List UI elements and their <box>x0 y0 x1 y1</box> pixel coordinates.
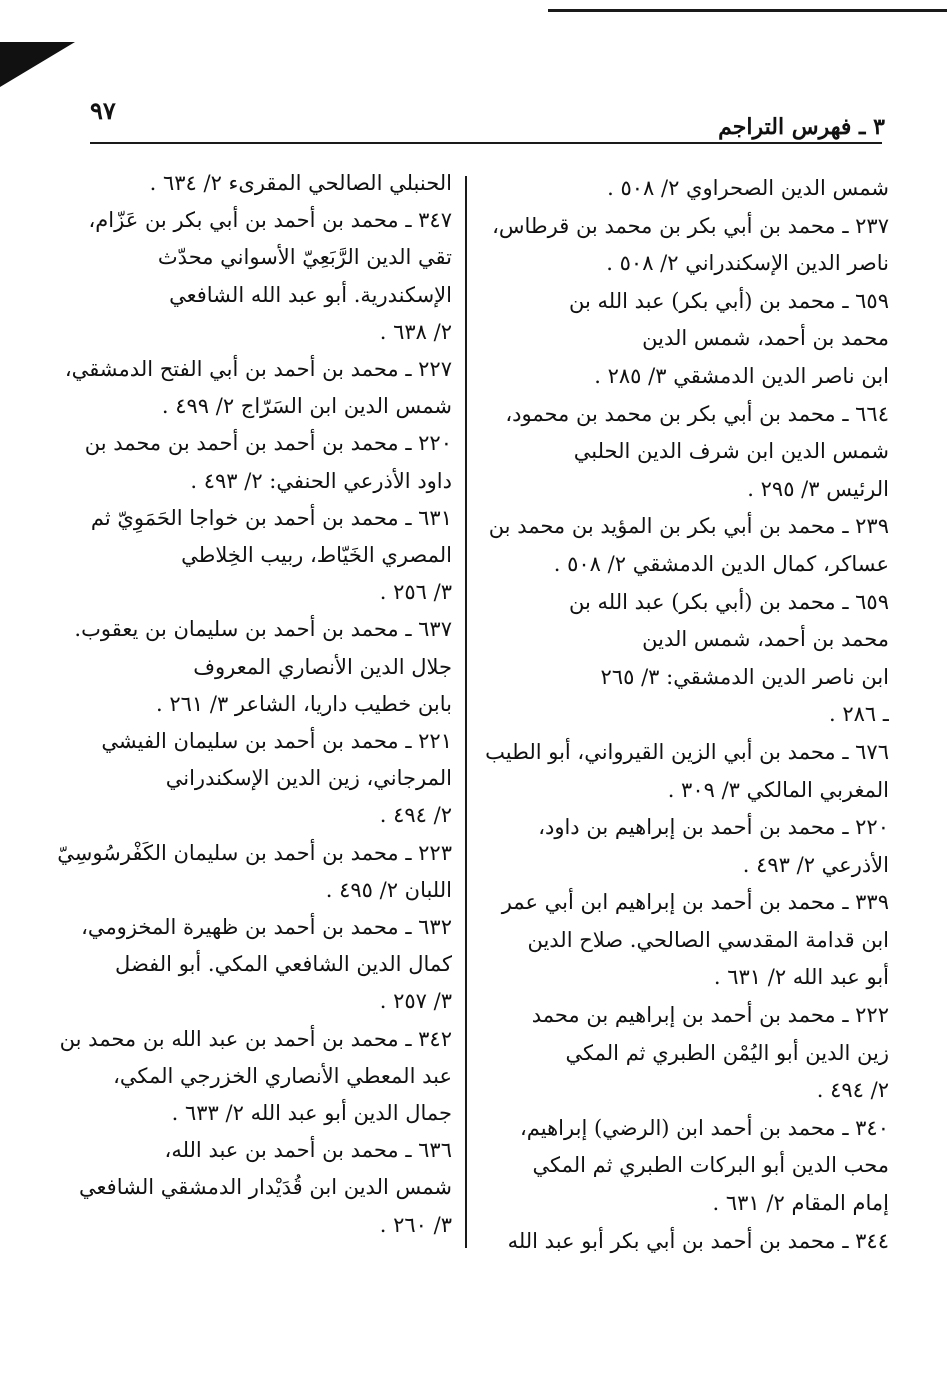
index-line: أبو عبد الله ٢/ ٦٣١ . <box>713 965 889 990</box>
index-line: ٦٣٢ ـ محمد بن أحمد بن ظهيرة المخزومي، <box>81 915 452 940</box>
index-line: داود الأذرعي الحنفي: ٢/ ٤٩٣ . <box>190 468 452 493</box>
index-line: ٦٣٧ ـ محمد بن أحمد بن سليمان بن يعقوب. <box>74 617 452 642</box>
index-line: ٢٣٧ ـ محمد بن أبي بكر بن محمد بن قرطاس، <box>492 213 889 238</box>
index-line: ٢/ ٤٩٤ . <box>379 803 452 828</box>
index-line: محمد بن أحمد، شمس الدين <box>642 627 889 652</box>
left-column <box>57 165 452 1244</box>
index-line: زين الدين أبو اليُمْن الطبري ثم المكي <box>565 1040 889 1065</box>
index-line: ٣/ ٢٦٠ . <box>379 1212 452 1237</box>
index-line: ٣٤٧ ـ محمد بن أحمد بن أبي بكر بن عَزّام، <box>88 208 452 233</box>
index-line: شمس الدين الصحراوي ٢/ ٥٠٨ . <box>607 176 889 200</box>
index-line: ٦٣٦ ـ محمد بن أحمد بن عبد الله، <box>164 1138 452 1163</box>
index-line: شمس الدين ابن قُدَيْدار الدمشقي الشافعي <box>79 1175 452 1200</box>
index-line: ٢٢١ ـ محمد بن أحمد بن سليمان الفيشي <box>101 729 452 754</box>
index-line: جلال الدين الأنصاري المعروف <box>193 654 452 679</box>
index-line: ٦٥٩ ـ محمد بن (أبي بكر) عبد الله بن <box>569 589 889 614</box>
index-line: ٦٥٩ ـ محمد بن (أبي بكر) عبد الله بن <box>569 288 889 313</box>
index-line: المغربي المالكي ٣/ ٣٠٩ . <box>667 777 889 802</box>
index-line: كمال الدين الشافعي المكي. أبو الفضل <box>115 952 452 977</box>
index-line: محمد بن أحمد، شمس الدين <box>642 326 889 351</box>
index-line: الأذرعي ٢/ ٤٩٣ . <box>742 852 889 877</box>
right-column <box>474 170 889 1260</box>
index-line: إمام المقام ٢/ ٦٣١ . <box>712 1191 889 1216</box>
index-line: ٦٣١ ـ محمد بن أحمد بن خواجا الحَمَوِيّ ثم <box>90 505 452 530</box>
index-line: ٣/ ٢٥٦ . <box>379 580 452 605</box>
index-line: شمس الدين ابن شرف الدين الحلبي <box>573 439 889 464</box>
index-line: ٦٧٦ ـ محمد بن أبي الزين القيرواني، أبو الطيب <box>485 739 889 764</box>
index-line: ابن ناصر الدين الدمشقي: ٣/ ٢٦٥ <box>600 664 889 689</box>
index-line: جمال الدين أبو عبد الله ٢/ ٦٣٣ . <box>171 1101 452 1126</box>
index-line: ٢٣٩ ـ محمد بن أبي بكر بن المؤيد بن محمد بن <box>488 514 889 539</box>
index-line: عساكر، كمال الدين الدمشقي ٢/ ٥٠٨ . <box>553 551 889 576</box>
index-line: ـ ٢٨٦ . <box>828 702 889 727</box>
column-divider <box>465 176 467 1248</box>
index-line: ٢/ ٦٣٨ . <box>379 319 452 344</box>
index-line: شمس الدين ابن السَرّاج ٢/ ٤٩٩ . <box>161 394 452 419</box>
index-line: ٢٢٣ ـ محمد بن أحمد بن سليمان الكَفْرسُوسِيّ <box>57 840 452 865</box>
corner-triangle-mark <box>0 42 75 87</box>
index-line: ٢/ ٤٩٤ . <box>816 1078 889 1103</box>
index-line: الرئيس ٣/ ٢٩٥ . <box>747 476 889 501</box>
index-line: ٣٤٢ ـ محمد بن أحمد بن عبد الله بن محمد بن <box>59 1026 452 1051</box>
index-line: بابن خطيب داريا، الشاعر ٣/ ٢٦١ . <box>155 691 452 716</box>
index-line: ٣٤٠ ـ محمد بن أحمد ابن (الرضي) إبراهيم، <box>520 1115 889 1140</box>
index-line: اللبان ٢/ ٤٩٥ . <box>325 877 452 902</box>
header-rule <box>90 142 882 144</box>
index-line: ٣٤٤ ـ محمد بن أحمد بن أبي بكر أبو عبد الله <box>507 1228 889 1253</box>
index-line: تقي الدين الرَّبَعِيّ الأسواني محدّث <box>157 245 452 270</box>
running-head: ٣ ـ فهرس التراجم <box>718 114 885 140</box>
index-line: ٢٢٧ ـ محمد بن أحمد بن أبي الفتح الدمشقي، <box>64 357 452 382</box>
index-line: ٣٣٩ ـ محمد بن أحمد بن إبراهيم ابن أبي عمر <box>501 890 889 915</box>
index-line: ٢٢٢ ـ محمد بن أحمد بن إبراهيم بن محمد <box>531 1003 889 1028</box>
index-line: ٢٢٠ ـ محمد بن أحمد بن أحمد بن محمد بن <box>84 431 452 456</box>
index-line: محب الدين أبو البركات الطبري ثم المكي <box>532 1153 889 1178</box>
top-border-rule <box>548 9 947 12</box>
index-line: المرجاني، زين الدين الإسكندراني <box>165 766 452 791</box>
index-line: ٣/ ٢٥٧ . <box>379 989 452 1014</box>
index-line: الإسكندرية. أبو عبد الله الشافعي <box>169 282 452 307</box>
index-line: ناصر الدين الإسكندراني ٢/ ٥٠٨ . <box>606 251 889 276</box>
index-line: المصري الخَيّاط، ربيب الخِلاطي <box>181 543 452 568</box>
index-line: الحنبلي الصالحي المقرىء ٢/ ٦٣٤ . <box>149 171 452 195</box>
index-line: ابن ناصر الدين الدمشقي ٣/ ٢٨٥ . <box>594 363 889 388</box>
index-line: ٦٦٤ ـ محمد بن أبي بكر بن محمد بن محمود، <box>505 401 889 426</box>
index-line: ٢٢٠ ـ محمد بن أحمد بن إبراهيم بن داود، <box>538 815 889 840</box>
index-line: ابن قدامة المقدسي الصالحي. صلاح الدين <box>527 927 889 952</box>
index-line: عبد المعطي الأنصاري الخزرجي المكي، <box>113 1063 452 1088</box>
page-number: ٩٧ <box>90 96 116 125</box>
